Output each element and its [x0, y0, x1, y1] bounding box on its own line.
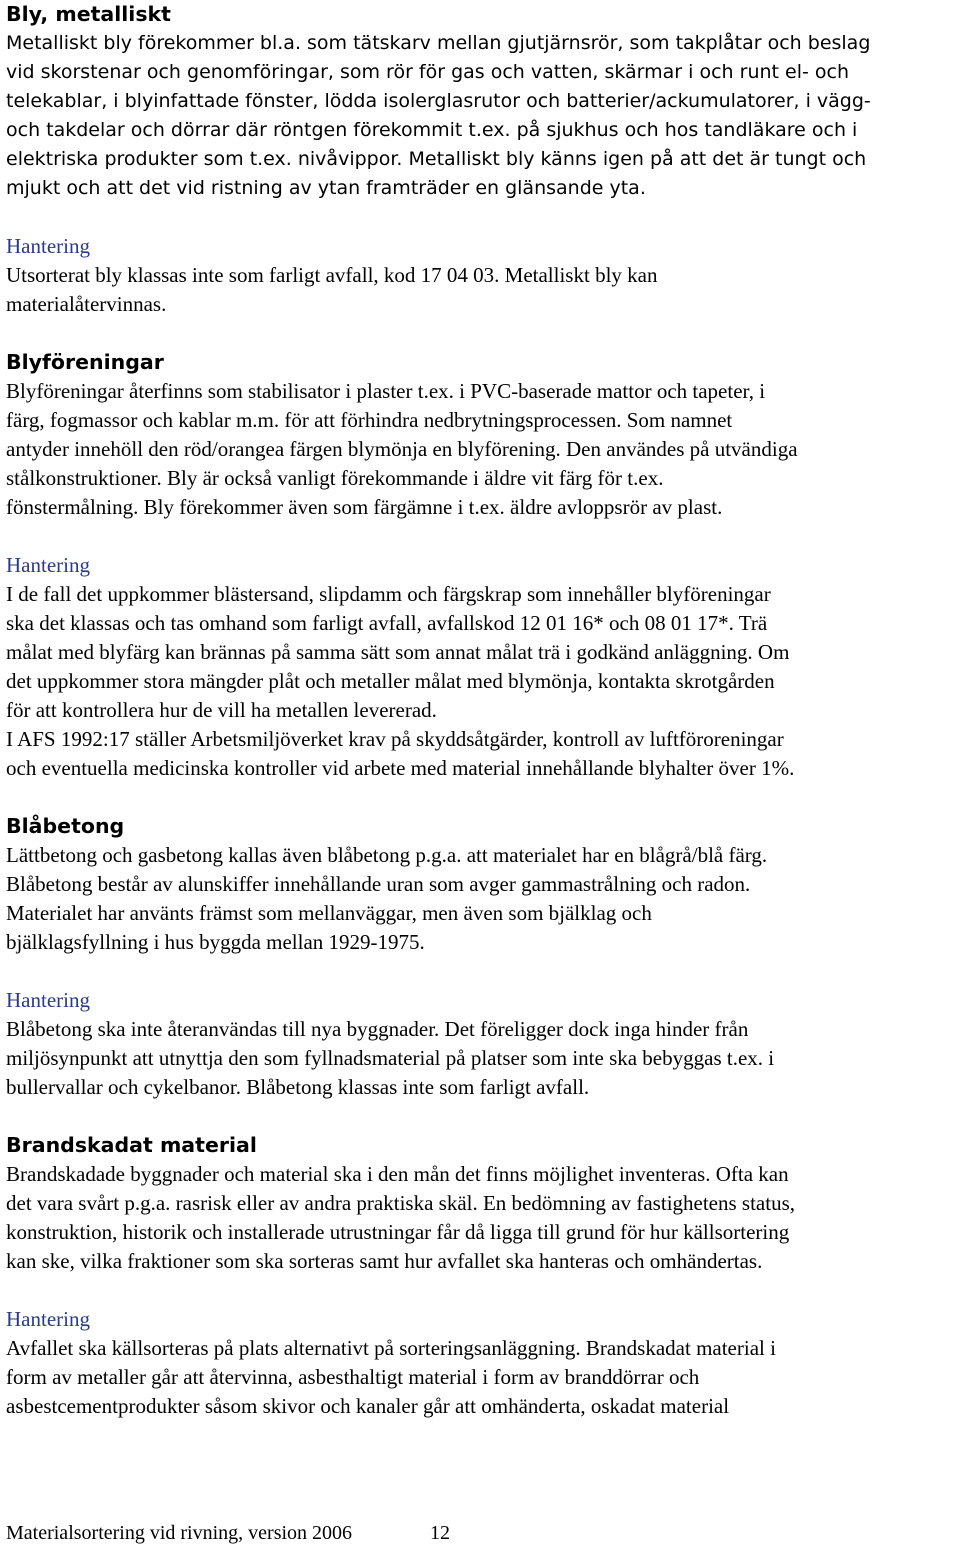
- text-line: I AFS 1992:17 ställer Arbetsmiljöverket krav på skyddsåtgärder, kontroll av luftföroreningar: [6, 727, 784, 751]
- text-line: det vara svårt p.g.a. rasrisk eller av andra praktiska skäl. En bedömning av fastighetens status,: [6, 1191, 796, 1215]
- text-line: elektriska produkter som t.ex. nivåvippor. Metalliskt bly känns igen på att det är tungt och: [6, 148, 867, 170]
- text-line: mjukt och att det vid ristning av ytan framträder en glänsande yta.: [6, 177, 646, 199]
- text-line: antyder innehöll den röd/orangea färgen blymönja en blyförening. Den användes på utvändiga: [6, 437, 798, 461]
- section-title: Blåbetong: [6, 814, 125, 838]
- text-line: Blåbetong ska inte återanvändas till nya byggnader. Det föreligger dock inga hinder från: [6, 1017, 749, 1041]
- text-line: Materialet har använts främst som mellanväggar, men även som bjälklag och: [6, 901, 652, 925]
- text-line: telekablar, i blyinfattade fönster, lödda isolerglasrutor och batterier/ackumulatorer, i vägg-: [6, 90, 871, 112]
- section-intro: [6, 1160, 954, 1276]
- handling-heading: Hantering: [6, 234, 90, 258]
- text-line: fönstermålning. Bly förekommer även som färgämne i t.ex. äldre avloppsrör av plast.: [6, 495, 723, 519]
- handling-text: [6, 1334, 954, 1421]
- text-line: Utsorterat bly klassas inte som farligt avfall, kod 17 04 03. Metalliskt bly kan: [6, 263, 658, 287]
- text-line: Metalliskt bly förekommer bl.a. som tätskarv mellan gjutjärnsrör, som takplåtar och beslag: [6, 32, 871, 54]
- handling-text: [6, 580, 954, 783]
- text-line: bjälklagsfyllning i hus byggda mellan 1929-1975.: [6, 930, 425, 954]
- page-footer: [6, 1521, 450, 1545]
- text-line: Brandskadade byggnader och material ska i den mån det finns möjlighet inventeras. Ofta kan: [6, 1162, 789, 1186]
- text-line: och takdelar och dörrar där röntgen förekommit t.ex. på sjukhus och hos tandläkare och i: [6, 119, 858, 141]
- text-line: Blåbetong består av alunskiffer innehållande uran som avger gammastrålning och radon.: [6, 872, 751, 896]
- handling-heading: Hantering: [6, 988, 90, 1012]
- text-line: och eventuella medicinska kontroller vid arbete med material innehållande blyhalter över 1%.: [6, 756, 795, 780]
- text-line: I de fall det uppkommer blästersand, slipdamm och färgskrap som innehåller blyföreningar: [6, 582, 771, 606]
- spacer: [6, 522, 954, 551]
- spacer: [6, 783, 954, 812]
- section-title: Bly, metalliskt: [6, 2, 171, 26]
- spacer: [6, 319, 954, 348]
- spacer: [6, 1276, 954, 1305]
- text-line: Lättbetong och gasbetong kallas även blåbetong p.g.a. att materialet har en blågrå/blå färg.: [6, 843, 768, 867]
- section-brandskadat-material: [6, 1131, 954, 1421]
- section-blyforeningar: [6, 348, 954, 783]
- text-line: ska det klassas och tas omhand som farligt avfall, avfallskod 12 01 16* och 08 01 17*. Trä: [6, 611, 768, 635]
- section-intro: [6, 841, 954, 957]
- section-bly-metalliskt: [6, 0, 954, 319]
- handling-heading: Hantering: [6, 1307, 90, 1331]
- section-blabetong: [6, 812, 954, 1102]
- text-line: Blyföreningar återfinns som stabilisator i plaster t.ex. i PVC-baserade mattor och tapeter, i: [6, 379, 766, 403]
- text-line: vid skorstenar och genomföringar, som rör för gas och vatten, skärmar i och runt el- och: [6, 61, 849, 83]
- text-line: målat med blyfärg kan brännas på samma sätt som annat målat trä i godkänd anläggning. Om: [6, 640, 790, 664]
- handling-text: [6, 261, 954, 319]
- text-line: Avfallet ska källsorteras på plats alternativt på sorteringsanläggning. Brandskadat material i: [6, 1336, 776, 1360]
- text-line: färg, fogmassor och kablar m.m. för att förhindra nedbrytningsprocessen. Som namnet: [6, 408, 733, 432]
- footer-document-title: Materialsortering vid rivning, version 2006: [6, 1522, 353, 1544]
- spacer: [6, 957, 954, 986]
- section-title: Blyföreningar: [6, 350, 164, 374]
- text-line: miljösynpunkt att utnyttja den som fyllnadsmaterial på platser som inte ska bebyggas t.ex. i: [6, 1046, 775, 1070]
- text-line: asbestcementprodukter såsom skivor och kanaler går att omhänderta, oskadat material: [6, 1394, 730, 1418]
- section-intro: [6, 29, 954, 203]
- text-line: kan ske, vilka fraktioner som ska sorteras samt hur avfallet ska hanteras och omhändertas.: [6, 1249, 763, 1273]
- text-line: materialåtervinnas.: [6, 292, 167, 316]
- section-intro: [6, 377, 954, 522]
- text-line: stålkonstruktioner. Bly är också vanligt förekommande i äldre vit färg för t.ex.: [6, 466, 664, 490]
- handling-text: [6, 1015, 954, 1102]
- text-line: för att kontrollera hur de vill ha metallen levererad.: [6, 698, 437, 722]
- page-number: 12: [430, 1522, 451, 1544]
- text-line: form av metaller går att återvinna, asbesthaltigt material i form av branddörrar och: [6, 1365, 700, 1389]
- spacer: [6, 203, 954, 232]
- handling-heading: Hantering: [6, 553, 90, 577]
- spacer: [6, 1102, 954, 1131]
- text-line: bullervallar och cykelbanor. Blåbetong klassas inte som farligt avfall.: [6, 1075, 590, 1099]
- text-line: det uppkommer stora mängder plåt och metaller målat med blymönja, kontakta skrotgården: [6, 669, 775, 693]
- text-line: konstruktion, historik och installerade utrustningar får då ligga till grund för hur källsortering: [6, 1220, 790, 1244]
- section-title: Brandskadat material: [6, 1133, 257, 1157]
